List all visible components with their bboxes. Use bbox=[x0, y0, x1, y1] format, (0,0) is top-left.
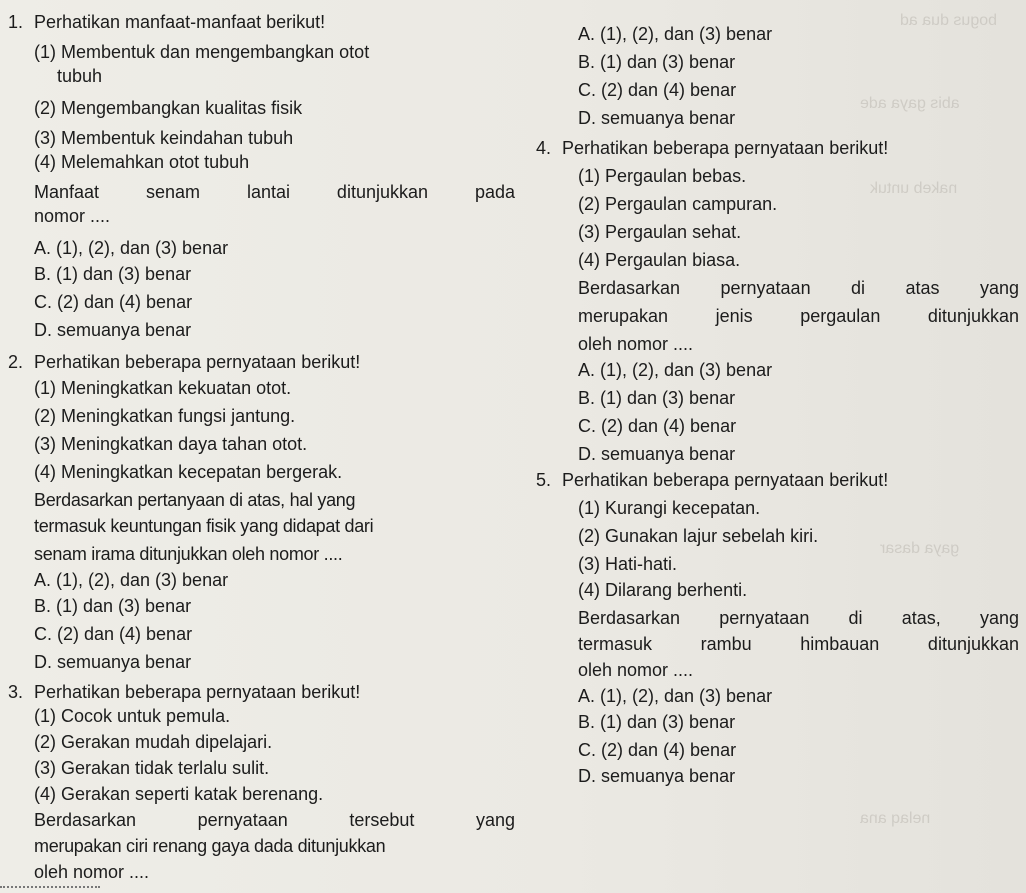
page-edge-dotted-line bbox=[0, 886, 100, 888]
question-text: merupakan jenis pergaulan ditunjukkan bbox=[578, 306, 1019, 326]
question-stem: Perhatikan beberapa pernyataan berikut! bbox=[562, 138, 889, 158]
question-text: Berdasarkan pernyataan di atas yang bbox=[578, 278, 1019, 298]
statement-item: (3) Membentuk keindahan tubuh bbox=[34, 128, 294, 148]
option-c[interactable]: C. (2) dan (4) benar bbox=[578, 80, 737, 100]
question-text: termasuk rambu himbauan ditunjukkan bbox=[578, 634, 1019, 654]
statement-item: (4) Pergaulan biasa. bbox=[578, 250, 741, 270]
question-text: Berdasarkan pertanyaan di atas, hal yang bbox=[34, 490, 356, 510]
option-d[interactable]: D. semuanya benar bbox=[578, 444, 736, 464]
statement-item: (4) Dilarang berhenti. bbox=[578, 580, 748, 600]
bleed-through-text: gaya dasar bbox=[880, 540, 960, 557]
question-text: merupakan ciri renang gaya dada ditunjukkan bbox=[34, 836, 386, 856]
bleed-through-text: bogus dua ad bbox=[900, 12, 997, 29]
question-text: oleh nomor .... bbox=[578, 660, 694, 680]
statement-item: (2) Mengembangkan kualitas fisik bbox=[34, 98, 303, 118]
option-d[interactable]: D. semuanya benar bbox=[578, 766, 736, 786]
option-a[interactable]: A. (1), (2), dan (3) benar bbox=[578, 24, 773, 44]
question-number: 4. bbox=[536, 138, 552, 158]
option-a[interactable]: A. (1), (2), dan (3) benar bbox=[578, 686, 773, 706]
option-c[interactable]: C. (2) dan (4) benar bbox=[578, 740, 737, 760]
statement-item: (1) Membentuk dan mengembangkan otot bbox=[34, 42, 370, 62]
option-c[interactable]: C. (2) dan (4) benar bbox=[34, 624, 193, 644]
statement-item: (1) Cocok untuk pemula. bbox=[34, 706, 231, 726]
question-text: Manfaat senam lantai ditunjukkan pada bbox=[34, 182, 515, 202]
option-d[interactable]: D. semuanya benar bbox=[34, 320, 192, 340]
question-number: 2. bbox=[8, 352, 24, 372]
statement-item: (4) Melemahkan otot tubuh bbox=[34, 152, 250, 172]
statement-item: (1) Pergaulan bebas. bbox=[578, 166, 747, 186]
question-text: oleh nomor .... bbox=[34, 862, 150, 882]
option-c[interactable]: C. (2) dan (4) benar bbox=[34, 292, 193, 312]
question-text: oleh nomor .... bbox=[578, 334, 694, 354]
statement-item: (2) Gunakan lajur sebelah kiri. bbox=[578, 526, 819, 546]
option-a[interactable]: A. (1), (2), dan (3) benar bbox=[578, 360, 773, 380]
question-number: 5. bbox=[536, 470, 552, 490]
statement-item: (3) Gerakan tidak terlalu sulit. bbox=[34, 758, 270, 778]
option-a[interactable]: A. (1), (2), dan (3) benar bbox=[34, 570, 229, 590]
option-b[interactable]: B. (1) dan (3) benar bbox=[34, 264, 192, 284]
question-text: nomor .... bbox=[34, 206, 111, 226]
option-c[interactable]: C. (2) dan (4) benar bbox=[578, 416, 737, 436]
statement-item: (2) Gerakan mudah dipelajari. bbox=[34, 732, 273, 752]
question-text: senam irama ditunjukkan oleh nomor .... bbox=[34, 544, 343, 564]
statement-item: (4) Gerakan seperti katak berenang. bbox=[34, 784, 324, 804]
statement-item: (3) Pergaulan sehat. bbox=[578, 222, 742, 242]
option-d[interactable]: D. semuanya benar bbox=[578, 108, 736, 128]
statement-item: (2) Pergaulan campuran. bbox=[578, 194, 778, 214]
bleed-through-text: nelaq ana bbox=[860, 810, 931, 827]
statement-item: (3) Hati-hati. bbox=[578, 554, 678, 574]
option-a[interactable]: A. (1), (2), dan (3) benar bbox=[34, 238, 229, 258]
option-b[interactable]: B. (1) dan (3) benar bbox=[578, 388, 736, 408]
question-number: 3. bbox=[8, 682, 24, 702]
question-text: Berdasarkan pernyataan tersebut yang bbox=[34, 810, 515, 830]
question-stem: Perhatikan beberapa pernyataan berikut! bbox=[34, 682, 361, 702]
option-d[interactable]: D. semuanya benar bbox=[34, 652, 192, 672]
statement-item: (3) Meningkatkan daya tahan otot. bbox=[34, 434, 308, 454]
question-text: termasuk keuntungan fisik yang didapat dari bbox=[34, 516, 374, 536]
option-b[interactable]: B. (1) dan (3) benar bbox=[578, 52, 736, 72]
statement-item: (1) Kurangi kecepatan. bbox=[578, 498, 761, 518]
bleed-through-text: abis gaya ade bbox=[860, 95, 960, 112]
statement-item: (2) Meningkatkan fungsi jantung. bbox=[34, 406, 296, 426]
question-text: Berdasarkan pernyataan di atas, yang bbox=[578, 608, 1019, 628]
statement-item: (1) Meningkatkan kekuatan otot. bbox=[34, 378, 292, 398]
statement-item-continuation: tubuh bbox=[57, 66, 103, 86]
question-number: 1. bbox=[8, 12, 24, 32]
statement-item: (4) Meningkatkan kecepatan bergerak. bbox=[34, 462, 343, 482]
option-b[interactable]: B. (1) dan (3) benar bbox=[34, 596, 192, 616]
question-stem: Perhatikan beberapa pernyataan berikut! bbox=[34, 352, 361, 372]
question-stem: Perhatikan manfaat-manfaat berikut! bbox=[34, 12, 326, 32]
bleed-through-text: nakeb untuk bbox=[870, 180, 958, 197]
question-stem: Perhatikan beberapa pernyataan berikut! bbox=[562, 470, 889, 490]
option-b[interactable]: B. (1) dan (3) benar bbox=[578, 712, 736, 732]
